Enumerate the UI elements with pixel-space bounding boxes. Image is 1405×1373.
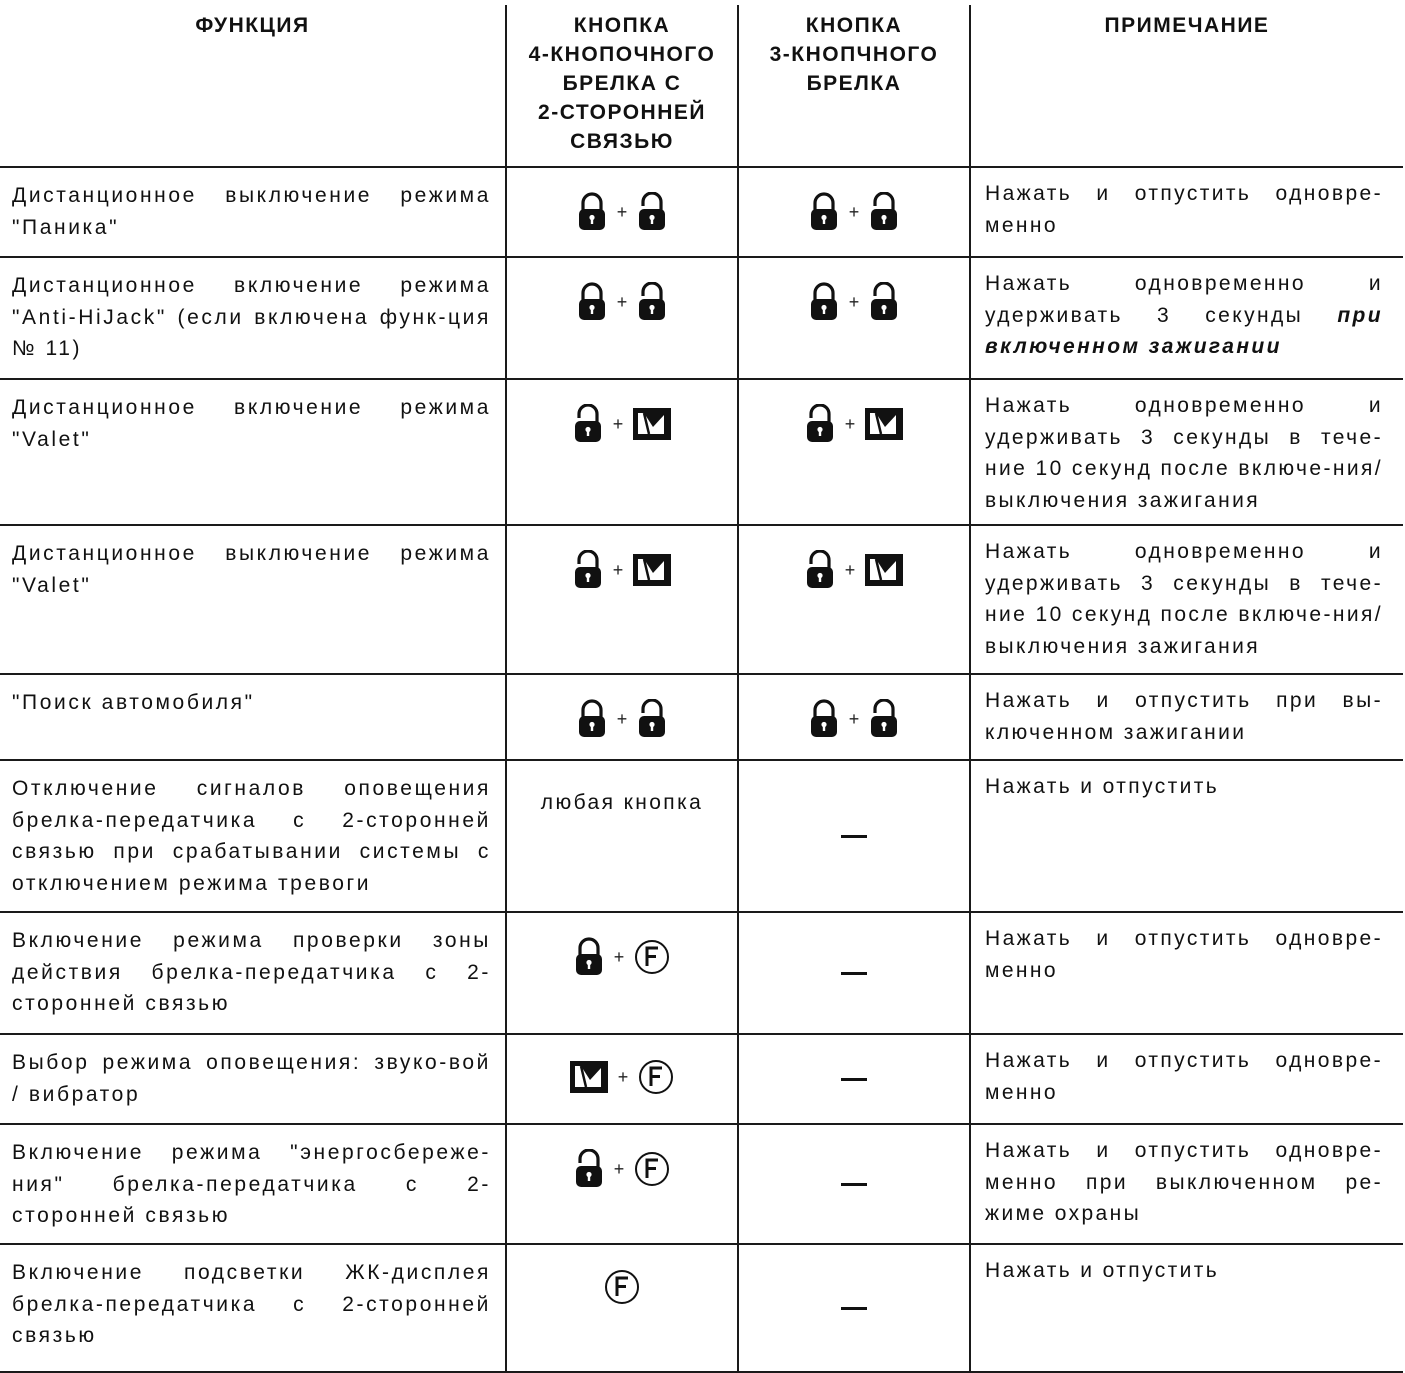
table-row xyxy=(0,1124,1403,1244)
not-available-dash xyxy=(841,835,867,838)
header-row xyxy=(0,5,1403,167)
f-button-icon xyxy=(634,1151,670,1187)
plus-sign: + xyxy=(616,292,628,312)
plus-sign: + xyxy=(613,1159,625,1179)
function-cell: Включение режима проверки зоны действия брелка-передатчика с 2-сторонней связью xyxy=(0,912,506,1034)
lock-open-icon xyxy=(573,404,603,444)
lock-open-icon xyxy=(805,404,835,444)
table-row xyxy=(0,1244,1403,1372)
note-text: Нажать и отпустить xyxy=(985,1259,1220,1282)
lock-open-icon xyxy=(869,192,899,232)
note-cell xyxy=(970,1034,1403,1124)
table-row xyxy=(0,674,1403,760)
table-row xyxy=(0,525,1403,674)
function-cell: Дистанционное выключение режима "Паника" xyxy=(0,167,506,257)
note-emphasis: при включенном зажигании xyxy=(985,303,1383,358)
fob3-cell xyxy=(738,1034,970,1124)
fob4-cell xyxy=(506,379,738,525)
table-row xyxy=(0,1034,1403,1124)
note-text: Нажать и отпустить при вы-ключенном зажигании xyxy=(985,689,1383,744)
note-text: Нажать и отпустить одновре-менно при выключенном ре-жиме охраны xyxy=(985,1139,1383,1225)
button-combo xyxy=(507,1245,737,1305)
lock-closed-icon xyxy=(577,282,607,322)
button-combo xyxy=(507,258,737,322)
lock-open-icon xyxy=(637,282,667,322)
fob3-cell xyxy=(738,257,970,379)
function-cell: Включение подсветки ЖК-дисплея брелка-передатчика с 2-сторонней связью xyxy=(0,1244,506,1372)
plus-sign: + xyxy=(613,947,625,967)
fob3-cell xyxy=(738,1244,970,1372)
fob3-cell xyxy=(738,1124,970,1244)
plus-sign: + xyxy=(617,1067,629,1087)
table-row xyxy=(0,760,1403,912)
not-available-dash xyxy=(841,1078,867,1081)
f-button-icon xyxy=(638,1059,674,1095)
note-cell xyxy=(970,1124,1403,1244)
function-cell: "Поиск автомобиля" xyxy=(0,674,506,760)
note-cell xyxy=(970,1244,1403,1372)
function-cell: Дистанционное включение режима "Anti-HiJack" (если включена функ-ция № 11) xyxy=(0,257,506,379)
note-text: Нажать и отпустить одновре-менно xyxy=(985,182,1383,237)
remote-functions-table xyxy=(0,5,1403,1373)
button-combo xyxy=(739,258,969,322)
function-cell: Дистанционное выключение режима "Valet" xyxy=(0,525,506,674)
trunk-icon xyxy=(865,408,903,440)
trunk-icon xyxy=(865,554,903,586)
f-button-icon xyxy=(634,939,670,975)
fob3-cell xyxy=(738,379,970,525)
lock-open-icon xyxy=(869,699,899,739)
not-available-dash xyxy=(841,1183,867,1186)
trunk-icon xyxy=(633,408,671,440)
button-combo xyxy=(507,1035,737,1095)
header-function: ФУНКЦИЯ xyxy=(0,5,506,167)
button-combo xyxy=(507,526,737,590)
lock-closed-icon xyxy=(574,937,604,977)
note-text: Нажать одновременно и удерживать 3 секунды в тече-ние 10 секунд после включе-ния/выключения зажигания xyxy=(985,540,1383,658)
plus-sign: + xyxy=(848,292,860,312)
function-cell: Дистанционное включение режима "Valet" xyxy=(0,379,506,525)
lock-closed-icon xyxy=(809,699,839,739)
fob4-cell xyxy=(506,525,738,674)
button-combo xyxy=(507,168,737,232)
button-combo xyxy=(507,675,737,739)
plus-sign: + xyxy=(844,560,856,580)
fob4-cell xyxy=(506,257,738,379)
lock-open-icon xyxy=(805,550,835,590)
plus-sign: + xyxy=(612,414,624,434)
plus-sign: + xyxy=(844,414,856,434)
plus-sign: + xyxy=(848,202,860,222)
header-fob3: КНОПКА 3-КНОПЧНОГО БРЕЛКА xyxy=(738,5,970,167)
function-cell: Включение режима "энергосбереже-ния" брелка-передатчика с 2-сторонней связью xyxy=(0,1124,506,1244)
note-cell xyxy=(970,760,1403,912)
plus-sign: + xyxy=(612,560,624,580)
table-row xyxy=(0,167,1403,257)
button-combo xyxy=(507,1125,737,1189)
lock-closed-icon xyxy=(577,699,607,739)
fob4-cell xyxy=(506,1244,738,1372)
button-combo xyxy=(739,675,969,739)
fob4-cell xyxy=(506,674,738,760)
not-available-dash xyxy=(841,1307,867,1310)
lock-closed-icon xyxy=(577,192,607,232)
lock-open-icon xyxy=(869,282,899,322)
button-combo xyxy=(739,380,969,444)
note-text: Нажать и отпустить одновре-менно xyxy=(985,927,1383,982)
fob4-cell xyxy=(506,167,738,257)
fob3-cell xyxy=(738,167,970,257)
header-fob4: КНОПКА 4-КНОПОЧНОГО БРЕЛКА С 2-СТОРОННЕЙ СВЯЗЬЮ xyxy=(506,5,738,167)
note-cell xyxy=(970,167,1403,257)
note-text: Нажать и отпустить одновре-менно xyxy=(985,1049,1383,1104)
lock-open-icon xyxy=(574,1149,604,1189)
not-available-dash xyxy=(841,972,867,975)
trunk-icon xyxy=(633,554,671,586)
fob3-cell xyxy=(738,525,970,674)
table-row xyxy=(0,379,1403,525)
any-button-text: любая кнопка xyxy=(540,791,704,814)
lock-open-icon xyxy=(573,550,603,590)
lock-open-icon xyxy=(637,192,667,232)
button-combo xyxy=(507,380,737,444)
function-cell: Выбор режима оповещения: звуко-вой / вибратор xyxy=(0,1034,506,1124)
note-cell xyxy=(970,257,1403,379)
function-cell: Отключение сигналов оповещения брелка-передатчика с 2-сторонней связью при срабатывании системы с отключением режима тревоги xyxy=(0,760,506,912)
fob4-cell xyxy=(506,760,738,912)
note-cell xyxy=(970,912,1403,1034)
f-button-icon xyxy=(604,1269,640,1305)
lock-open-icon xyxy=(637,699,667,739)
button-combo xyxy=(507,913,737,977)
fob4-cell xyxy=(506,912,738,1034)
note-text: Нажать и отпустить xyxy=(985,775,1220,798)
note-cell xyxy=(970,525,1403,674)
table-row xyxy=(0,257,1403,379)
plus-sign: + xyxy=(848,709,860,729)
plus-sign: + xyxy=(616,202,628,222)
fob3-cell xyxy=(738,674,970,760)
lock-closed-icon xyxy=(809,282,839,322)
table-row xyxy=(0,912,1403,1034)
fob4-cell xyxy=(506,1034,738,1124)
fob4-cell xyxy=(506,1124,738,1244)
fob3-cell xyxy=(738,760,970,912)
note-cell xyxy=(970,379,1403,525)
button-combo xyxy=(739,526,969,590)
plus-sign: + xyxy=(616,709,628,729)
button-combo xyxy=(739,168,969,232)
header-note: ПРИМЕЧАНИЕ xyxy=(970,5,1403,167)
note-text: Нажать одновременно и удерживать 3 секунды в тече-ние 10 секунд после включе-ния/выключения зажигания xyxy=(985,394,1383,512)
fob3-cell xyxy=(738,912,970,1034)
note-text: Нажать одновременно и удерживать 3 секунды xyxy=(985,272,1383,327)
trunk-icon xyxy=(570,1061,608,1093)
lock-closed-icon xyxy=(809,192,839,232)
note-cell xyxy=(970,674,1403,760)
